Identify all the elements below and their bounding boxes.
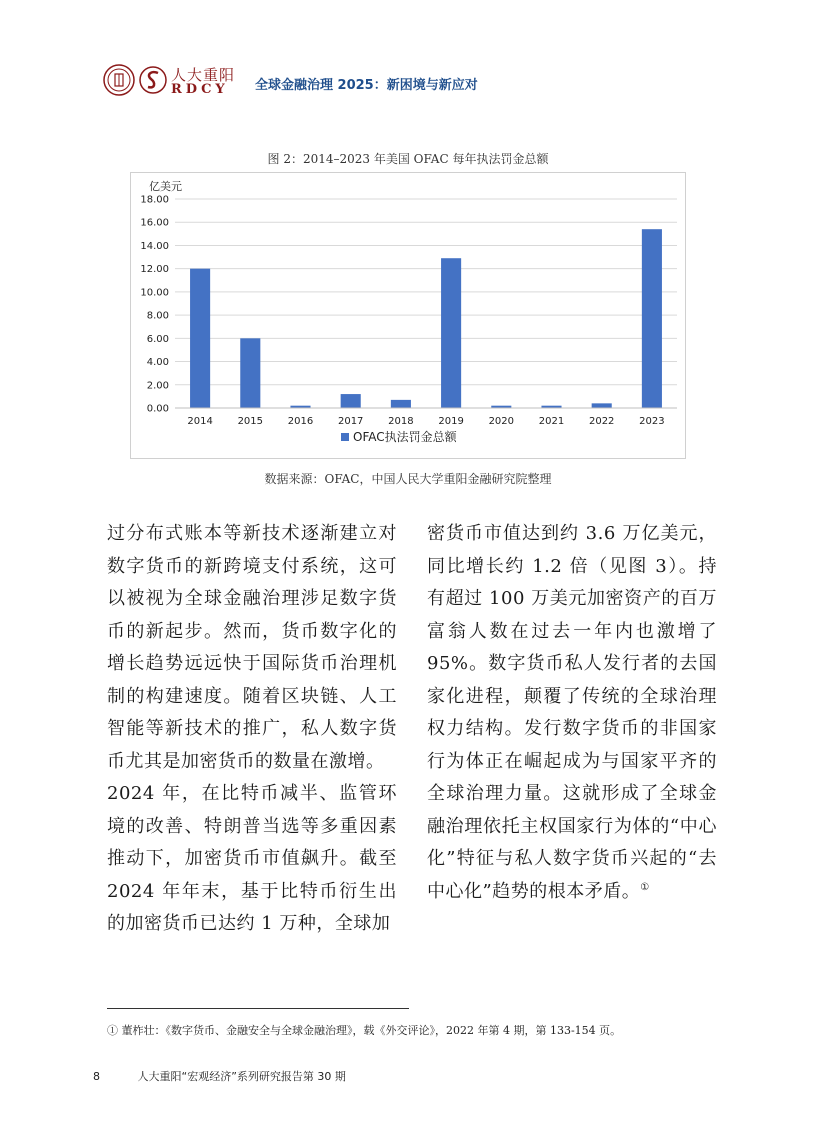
footnote: ① 董柞壮：《数字货币、金融安全与全球金融治理》，载《外交评论》，2022 年第 4 期，第 133-154 页。	[107, 1024, 622, 1037]
x-tick-label: 2021	[538, 416, 565, 427]
brand-name-en: RDCY	[171, 82, 229, 97]
page-number: 8	[93, 1070, 100, 1083]
bar	[341, 394, 361, 408]
x-tick-label: 2019	[438, 416, 464, 427]
y-tick-label: 10.00	[140, 287, 169, 299]
x-tick-label: 2016	[287, 416, 314, 427]
bar	[441, 258, 461, 408]
bar-chart	[131, 173, 687, 460]
legend-label: OFAC执法罚金总额	[353, 430, 457, 444]
x-tick-label: 2023	[639, 416, 665, 427]
brand-name-cn: 人大重阳	[171, 66, 236, 84]
page-header	[103, 64, 723, 100]
body-paragraph: 过分布式账本等新技术逐渐建立对数字货币的新跨境支付系统，这可以被视为全球金融治理涉足数字货币的新起步。然而，货币数字化的增长趋势远远快于国际货币治理机制的构建速度。随着区块链、人工智能等新技术的推广，私人数字货币尤其是加密货币的数量在激增。	[107, 523, 397, 772]
y-tick-label: 14.00	[140, 240, 169, 252]
x-tick-label: 2020	[488, 416, 515, 427]
x-tick-label: 2017	[337, 416, 364, 427]
bar	[391, 400, 411, 408]
bar	[190, 269, 210, 408]
x-tick-label: 2022	[588, 416, 615, 427]
y-tick-label: 2.00	[146, 380, 169, 392]
figure-caption: 图 2：2014–2023 年美国 OFAC 每年执法罚金总额	[267, 152, 549, 166]
x-tick-label: 2014	[187, 416, 213, 427]
bar	[240, 338, 260, 408]
footnote-divider	[107, 1008, 409, 1009]
body-paragraph: 2024 年，在比特币减半、监管环境的改善、特朗普当选等多重因素推动下，加密货币市值飙升。截至 2024 年年末，基于比特币衍生出的加密货币已达约 1 万种，全球加	[107, 783, 397, 934]
university-seal-icon	[103, 64, 135, 96]
chart-frame	[130, 172, 686, 459]
y-unit-label: 亿美元	[149, 180, 182, 193]
bar	[592, 403, 612, 408]
body-paragraph	[427, 518, 717, 908]
y-tick-label: 18.00	[140, 194, 169, 206]
report-title: 全球金融治理 2025：新困境与新应对	[255, 78, 478, 93]
rdcy-logo-icon	[139, 64, 167, 96]
y-tick-label: 4.00	[146, 357, 169, 369]
footnote-marker[interactable]: ①	[640, 881, 650, 893]
bar	[642, 229, 662, 408]
y-tick-label: 16.00	[140, 217, 169, 229]
body-text: 密货币市值达到约 3.6 万亿美元，同比增长约 1.2 倍（见图 3）。持有超过 100 万美元加密资产的百万富翁人数在过去一年内也激增了 95%。数字货币私人发行者的去国家化进程，颠覆了传统的全球治理权力结构。发行数字货币的非国家行为体正在崛起成为与国家平齐的全球治理力量。这就形成了全球金融治理依托主权国家行为体的“中心化”特征与私人数字货币兴起的“去中心化”趋势的根本矛盾。	[427, 523, 717, 902]
y-tick-label: 6.00	[146, 333, 169, 345]
body-right-column	[427, 518, 717, 908]
figure-source: 数据来源：OFAC，中国人民大学重阳金融研究院整理	[264, 472, 552, 486]
series-title: 人大重阳“宏观经济”系列研究报告第 30 期	[137, 1070, 346, 1083]
y-tick-label: 12.00	[140, 264, 169, 276]
body-left-column	[107, 518, 397, 941]
page-footer	[93, 1068, 346, 1084]
legend-swatch	[341, 433, 349, 441]
y-tick-label: 8.00	[146, 310, 169, 322]
y-tick-label: 0.00	[146, 403, 169, 415]
x-tick-label: 2015	[237, 416, 264, 427]
x-tick-label: 2018	[388, 416, 414, 427]
